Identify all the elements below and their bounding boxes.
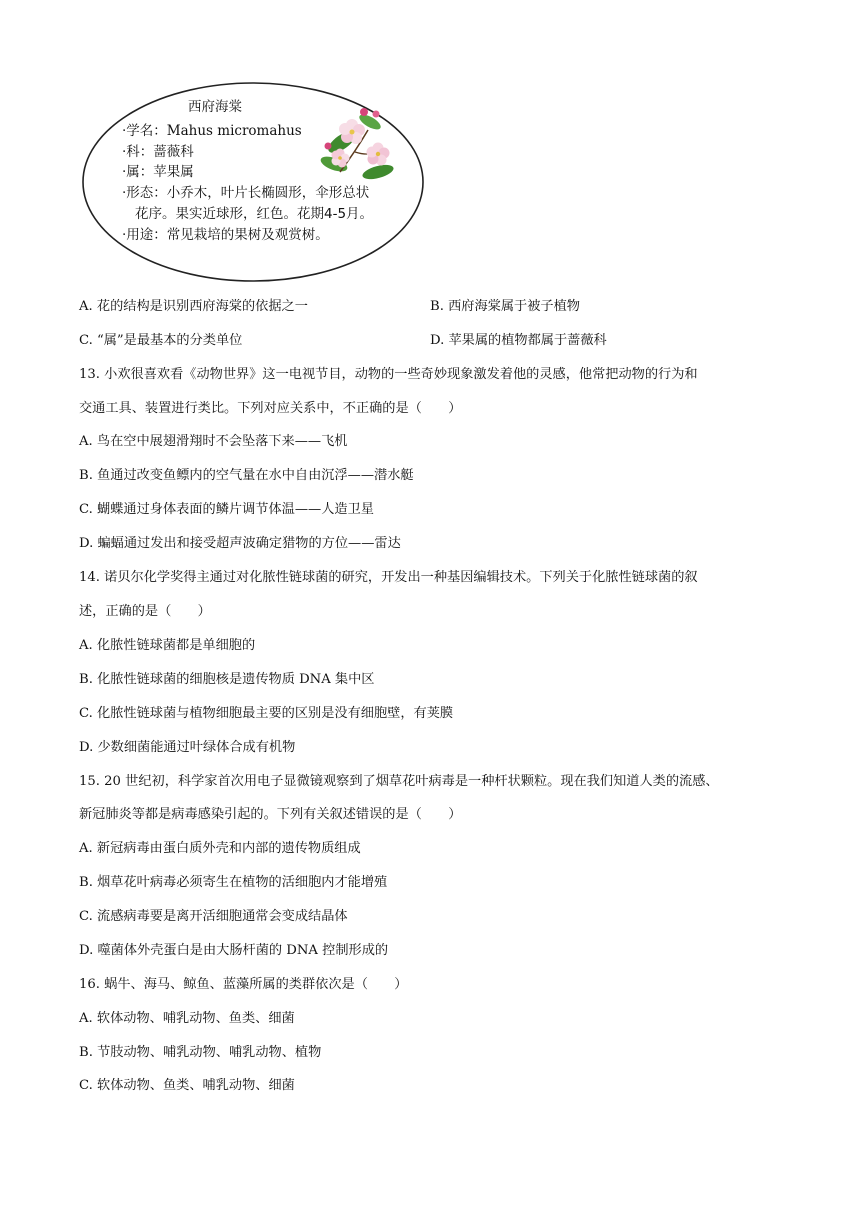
card-label: ·形态： — [122, 185, 167, 201]
q12-option-c: C. “属”是最基本的分类单位 — [79, 333, 243, 348]
card-label: ·科： — [122, 144, 154, 160]
card-label: ·属： — [122, 164, 154, 180]
q13-option-b: B. 鱼通过改变鱼鳔内的空气量在水中自由沉浮——潜水艇 — [79, 468, 414, 483]
card-label: ·学名： — [122, 123, 167, 139]
q16-option-c: C. 软体动物、鱼类、哺乳动物、细菌 — [79, 1078, 295, 1093]
card-line-morphology — [122, 183, 369, 203]
q15-stem-line1: 15. 20 世纪初，科学家首次用电子显微镜观察到了烟草花叶病毒是一种杆状颗粒。现在我们知道人类的流感、 — [79, 774, 719, 789]
card-line-morphology-cont — [135, 204, 373, 224]
q15-option-b: B. 烟草花叶病毒必须寄生在植物的活细胞内才能增殖 — [79, 875, 388, 890]
q12-option-a: A. 花的结构是识别西府海棠的依据之一 — [79, 299, 308, 314]
q15-option-c: C. 流感病毒要是离开活细胞通常会变成结晶体 — [79, 909, 348, 924]
card-value: 常见栽培的果树及观赏树。 — [166, 227, 329, 243]
q16-option-a: A. 软体动物、哺乳动物、鱼类、细菌 — [79, 1011, 295, 1026]
q14-option-d: D. 少数细菌能通过叶绿体合成有机物 — [79, 740, 296, 755]
card-value: 苹果属 — [153, 164, 194, 180]
card-line-scientific-name — [122, 121, 302, 141]
q13-stem-line2: 交通工具、装置进行类比。下列对应关系中，不正确的是（ ） — [79, 401, 462, 416]
card-value: 蔷薇科 — [153, 144, 194, 160]
plant-info-card — [80, 80, 428, 286]
q13-option-d: D. 蝙蝠通过发出和接受超声波确定猎物的方位——雷达 — [79, 536, 401, 551]
card-value: 小乔木，叶片长椭圆形，伞形总状 — [166, 185, 370, 201]
crabapple-flower-image — [320, 102, 402, 182]
q15-stem-line2: 新冠肺炎等都是病毒感染引起的。下列有关叙述错误的是（ ） — [79, 807, 462, 822]
q13-option-c: C. 蝴蝶通过身体表面的鳞片调节体温——人造卫星 — [79, 502, 374, 517]
card-label: ·用途： — [122, 227, 167, 243]
card-title: 西府海棠 — [188, 99, 242, 115]
card-value: Mahus micromahus — [166, 123, 302, 139]
q14-stem-line2: 述，正确的是（ ） — [79, 604, 211, 619]
card-value: 花序。果实近球形，红色。花期4-5月。 — [135, 206, 374, 222]
q12-option-d: D. 苹果属的植物都属于蔷薇科 — [430, 333, 607, 348]
q12-option-b: B. 西府海棠属于被子植物 — [430, 299, 580, 314]
card-line-genus — [122, 162, 194, 182]
card-line-usage — [122, 225, 329, 245]
q16-option-b: B. 节肢动物、哺乳动物、哺乳动物、植物 — [79, 1045, 322, 1060]
q14-option-b: B. 化脓性链球菌的细胞核是遗传物质 DNA 集中区 — [79, 672, 375, 687]
card-line-family — [122, 142, 194, 162]
q15-option-a: A. 新冠病毒由蛋白质外壳和内部的遗传物质组成 — [79, 841, 361, 856]
q14-stem-line1: 14. 诺贝尔化学奖得主通过对化脓性链球菌的研究，开发出一种基因编辑技术。下列关于化脓性链球菌的叙 — [79, 570, 698, 585]
q16-stem-line1: 16. 蜗牛、海马、鲸鱼、蓝藻所属的类群依次是（ ） — [79, 977, 408, 992]
q13-stem-line1: 13. 小欢很喜欢看《动物世界》这一电视节目，动物的一些奇妙现象激发着他的灵感，他常把动物的行为和 — [79, 367, 698, 382]
q14-option-c: C. 化脓性链球菌与植物细胞最主要的区别是没有细胞壁，有荚膜 — [79, 706, 454, 721]
q14-option-a: A. 化脓性链球菌都是单细胞的 — [79, 638, 256, 653]
q13-option-a: A. 鸟在空中展翅滑翔时不会坠落下来——飞机 — [79, 434, 348, 449]
q15-option-d: D. 噬菌体外壳蛋白是由大肠杆菌的 DNA 控制形成的 — [79, 943, 389, 958]
